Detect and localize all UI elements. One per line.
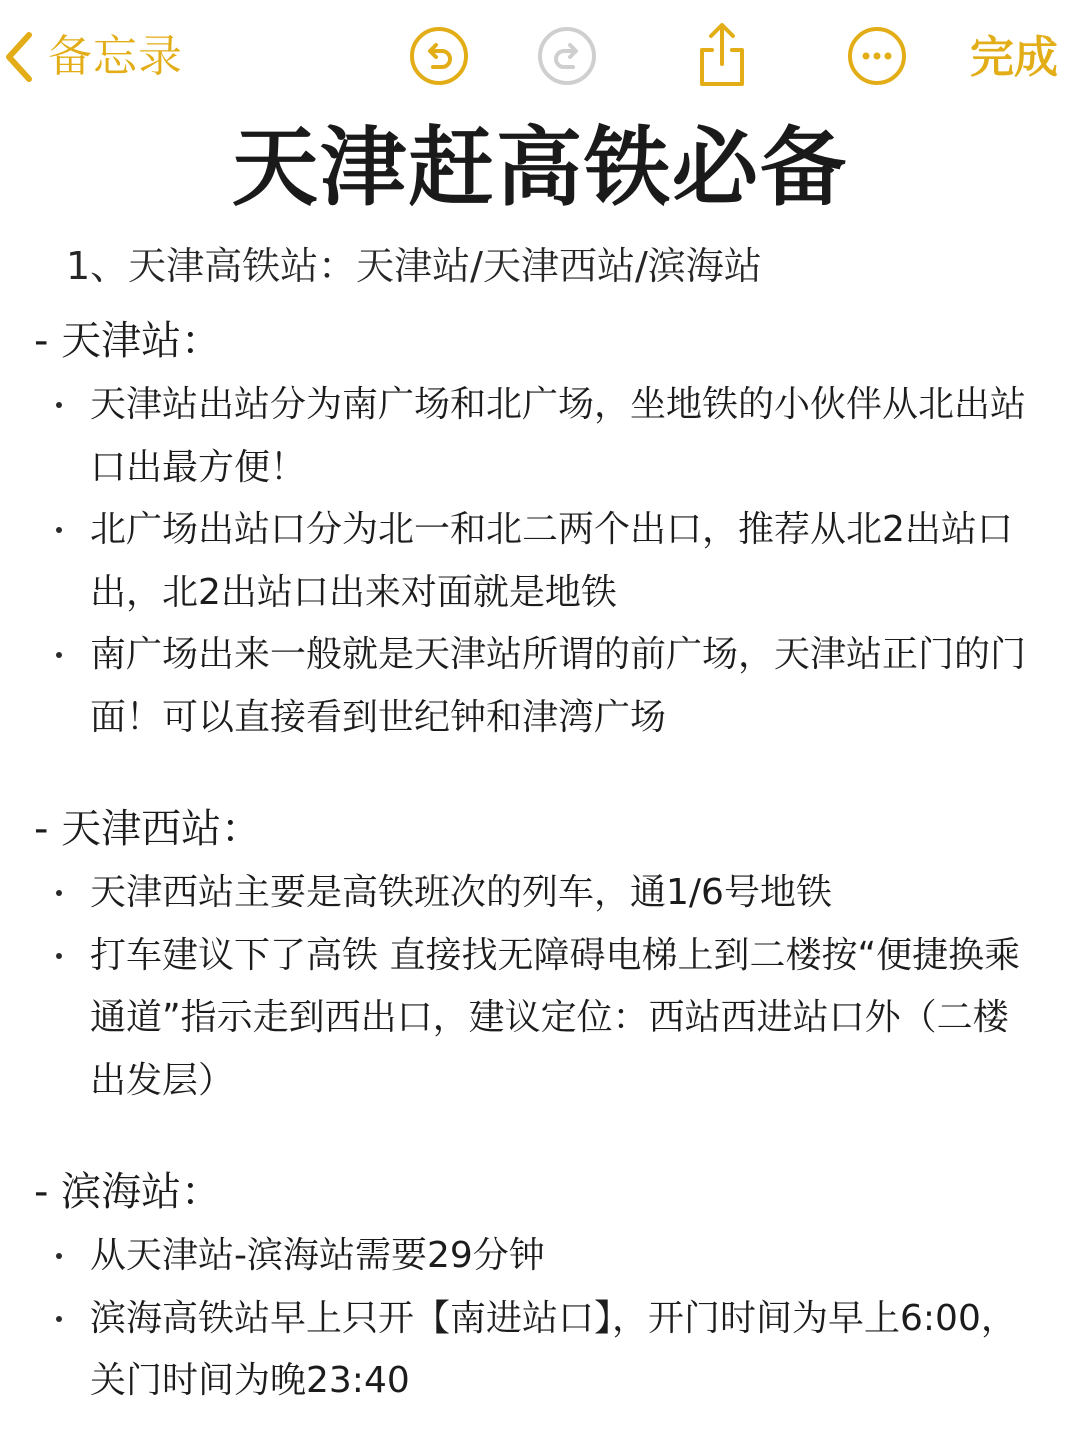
share-button[interactable] (692, 22, 752, 92)
back-label: 备忘录 (48, 31, 183, 82)
bullet-text: 南广场出来一般就是天津站所谓的前广场，天津站正门的门面！可以直接看到世纪钟和津湾广场 (90, 634, 1027, 738)
bullet-dot (56, 953, 62, 959)
bullet-dot (56, 890, 62, 896)
more-button[interactable] (847, 28, 907, 88)
note-subtitle: 1、天津高铁站：天津站/天津西站/滨海站 (66, 244, 762, 288)
list-item (0, 1225, 1080, 1288)
undo-icon (409, 26, 469, 90)
bullet-text: 滨海高铁站早上只开【南进站口】，开门时间为早上6:00，关门时间为晚23:40 (90, 1297, 1017, 1401)
bullet-text: 从天津站-滨海站需要29分钟 (90, 1235, 545, 1276)
chevron-left-icon (4, 29, 34, 85)
bullet-list-binhai (0, 1225, 1080, 1413)
bullet-dot (56, 402, 62, 408)
list-item (0, 499, 1080, 624)
bullet-text: 天津站出站分为南广场和北广场，坐地铁的小伙伴从北出站口出最方便！ (90, 384, 1027, 488)
redo-icon (537, 26, 597, 90)
note-title: 天津赶高铁必备 (232, 118, 848, 218)
more-icon (847, 26, 907, 90)
redo-button[interactable] (537, 28, 597, 88)
list-item (0, 1288, 1080, 1413)
nav-bar (0, 0, 1080, 110)
section-heading-tianjin: - 天津站： (34, 318, 222, 364)
bullet-text: 打车建议下了高铁 直接找无障碍电梯上到二楼按“便捷换乘通道”指示走到西出口，建议定位：西站西进站口外（二楼出发层） (90, 934, 1021, 1101)
list-item (0, 374, 1080, 499)
bullet-list-tianjin-west (0, 862, 1080, 1112)
bullet-dot (56, 1253, 62, 1259)
bullet-dot (56, 652, 62, 658)
done-button[interactable]: 完成 (970, 32, 1058, 83)
back-button[interactable] (4, 26, 183, 88)
bullet-list-tianjin (0, 374, 1080, 749)
share-icon (692, 20, 752, 94)
bullet-text: 北广场出站口分为北一和北二两个出口，推荐从北2出站口出，北2出站口出来对面就是地铁 (90, 509, 1013, 613)
section-heading-tianjin-west: - 天津西站： (34, 806, 262, 852)
list-item (0, 862, 1080, 925)
undo-button[interactable] (409, 28, 469, 88)
section-heading-binhai: - 滨海站： (34, 1169, 222, 1215)
list-item (0, 925, 1080, 1113)
list-item (0, 624, 1080, 749)
bullet-dot (56, 527, 62, 533)
bullet-text: 天津西站主要是高铁班次的列车，通1/6号地铁 (90, 872, 832, 913)
bullet-dot (56, 1316, 62, 1322)
